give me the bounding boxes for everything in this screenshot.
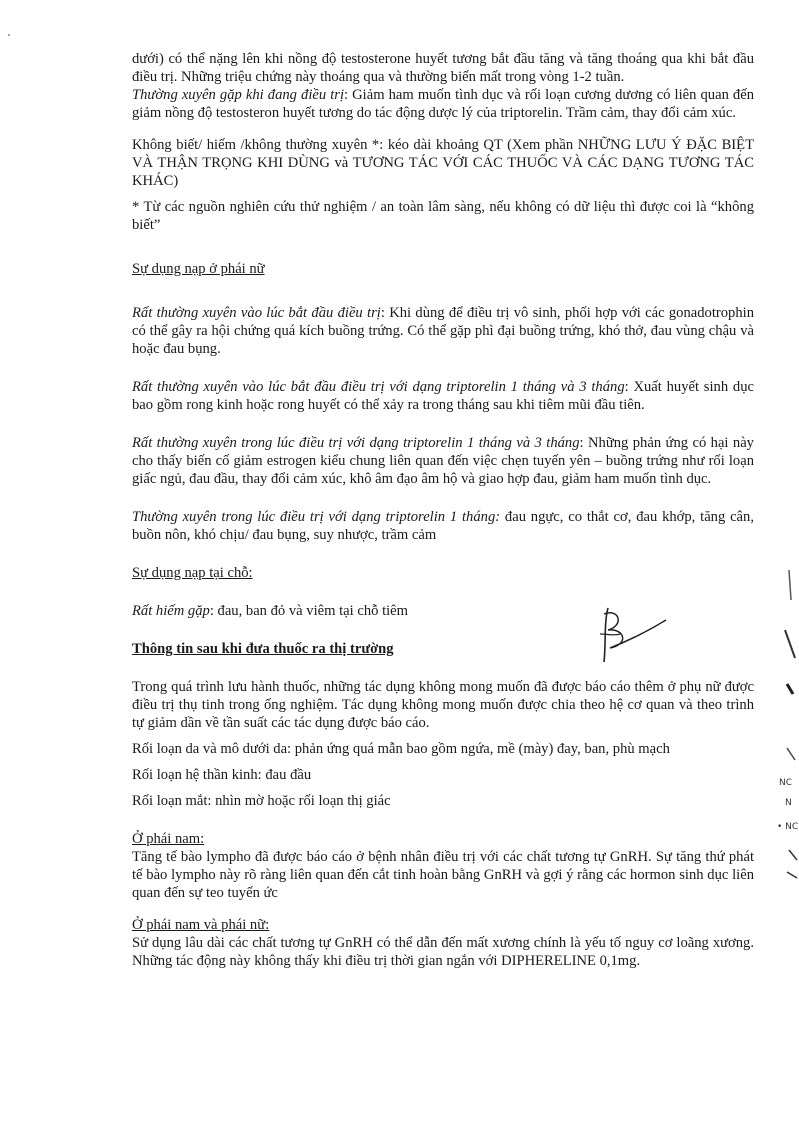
paragraph-text: : Khi dùng để điều trị vô sinh, phối hợp với các gonadotrophin có thể gây ra hội chứng quá kích buồng trứng. Có thể gặp phì đại buồng trứng, khó thở, đau vùng chậu và hoặc đau bụng.: [132, 305, 754, 357]
paragraph: Sử dụng lâu dài các chất tương tự GnRH có thể dẫn đến mất xương chính là yếu tố nguy cơ loãng xương. Những tác động này không thấy khi điều trị thời gian ngắn với DIPHERELINE 0,1mg.: [132, 935, 754, 969]
italic-label: Rất thường xuyên vào lúc bắt đầu điều trị: [132, 305, 381, 321]
paragraph-text: : Giảm ham muốn tình dục và rối loạn cương dương có liên quan đến giảm nồng độ testosteron huyết tương do tác động dược lý của triptorelin. Trầm cảm, thay đổi cảm xúc.: [132, 87, 754, 121]
paragraph: dưới) có thể nặng lên khi nồng độ testosterone huyết tương bắt đầu tăng và tăng thoáng qua khi bắt đầu điều trị. Những triệu chứng này thoáng qua và thường biến mất trong vòng 1-2 tuần.: [132, 51, 754, 85]
paragraph-text: : Những phản ứng có hại này cho thấy biến cố giảm estrogen kiểu chung liên quan đến việc chẹn tuyến yên – buồng trứng như rối loạn giấc ngủ, đau đầu, thay đổi cảm xúc, khô âm đạo âm hộ và giao hợp đau, giảm ham muốn tình dục.: [132, 435, 754, 487]
paragraph: Rối loạn hệ thần kinh: đau đầu: [132, 767, 312, 783]
section-heading: Sự dụng nạp tại chỗ:: [132, 565, 253, 581]
paragraph: [132, 304, 754, 358]
paragraph: [132, 434, 754, 488]
paragraph: [132, 86, 754, 122]
document-body: [132, 50, 754, 970]
paragraph: Rối loạn da và mô dưới da: phản ứng quá mẫn bao gồm ngứa, mề (mày) đay, ban, phù mạch: [132, 741, 670, 757]
section-heading: Ở phái nam:: [132, 831, 205, 847]
paragraph-text: : Xuất huyết sinh dục bao gồm rong kinh hoặc rong huyết có thể xảy ra trong tháng sau khi tiêm mũi đầu tiên.: [132, 379, 754, 413]
paragraph: [132, 378, 754, 414]
italic-label: Rất thường xuyên trong lúc điều trị với dạng triptorelin 1 tháng và 3 tháng: [132, 435, 580, 451]
paragraph-text: : đau, ban đỏ và viêm tại chỗ tiêm: [209, 603, 409, 619]
paragraph: Trong quá trình lưu hành thuốc, những tác dụng không mong muốn đã được báo cáo thêm ở phụ nữ được điều trị thụ tinh trong ống nghiệm. Tác dụng không mong muốn được chia theo hệ cơ quan và theo trình tự giảm dần về tần suất các tác dụng được báo cáo.: [132, 679, 754, 731]
italic-label: Thường xuyên trong lúc điều trị với dạng triptorelin 1 tháng:: [132, 509, 501, 525]
margin-stroke-marks: [775, 560, 799, 900]
paragraph: [132, 508, 754, 544]
paragraph: Tăng tế bào lympho đã được báo cáo ở bệnh nhân điều trị với các chất tương tự GnRH. Sự tăng thứ phát tế bào lympho này rõ ràng liên quan đến cắt tinh hoàn bằng GnRH và gợi ý rằng các hormon sinh dục liên quan đến sự teo tuyến ức: [132, 849, 754, 901]
handwritten-signature: [590, 604, 670, 668]
margin-text: N: [785, 798, 792, 808]
section-heading: Sự dụng nạp ở phái nữ: [132, 261, 265, 277]
italic-label: Rất hiếm gặp: [132, 603, 210, 619]
scan-dot: [8, 34, 10, 36]
italic-label: Thường xuyên gặp khi đang điều trị: [132, 87, 345, 103]
paragraph-text: đau ngực, co thắt cơ, đau khớp, tăng cân, buồn nôn, khó chịu/ đau bụng, suy nhược, trầm cảm: [132, 509, 754, 543]
margin-stamp-marks: [775, 560, 799, 900]
section-heading: Ở phái nam và phái nữ:: [132, 917, 270, 933]
paragraph: Không biết/ hiếm /không thường xuyên *: kéo dài khoảng QT (Xem phần NHỮNG LƯU Ý ĐẶC BIỆT VÀ THẬN TRỌNG KHI DÙNG và TƯƠNG TÁC VỚI CÁC THUỐC VÀ CÁC DẠNG TƯƠNG TÁC KHÁC): [132, 137, 754, 189]
margin-text: • NC: [777, 822, 799, 832]
section-heading-bold: Thông tin sau khi đưa thuốc ra thị trường: [132, 641, 394, 657]
paragraph: Rối loạn mắt: nhìn mờ hoặc rối loạn thị giác: [132, 793, 391, 809]
footnote: * Từ các nguồn nghiên cứu thử nghiệm / an toàn lâm sàng, nếu không có dữ liệu thì được coi là “không biết”: [132, 199, 754, 233]
margin-text: NC: [779, 778, 793, 788]
italic-label: Rất thường xuyên vào lúc bắt đầu điều trị với dạng triptorelin 1 tháng và 3 tháng: [132, 379, 625, 395]
